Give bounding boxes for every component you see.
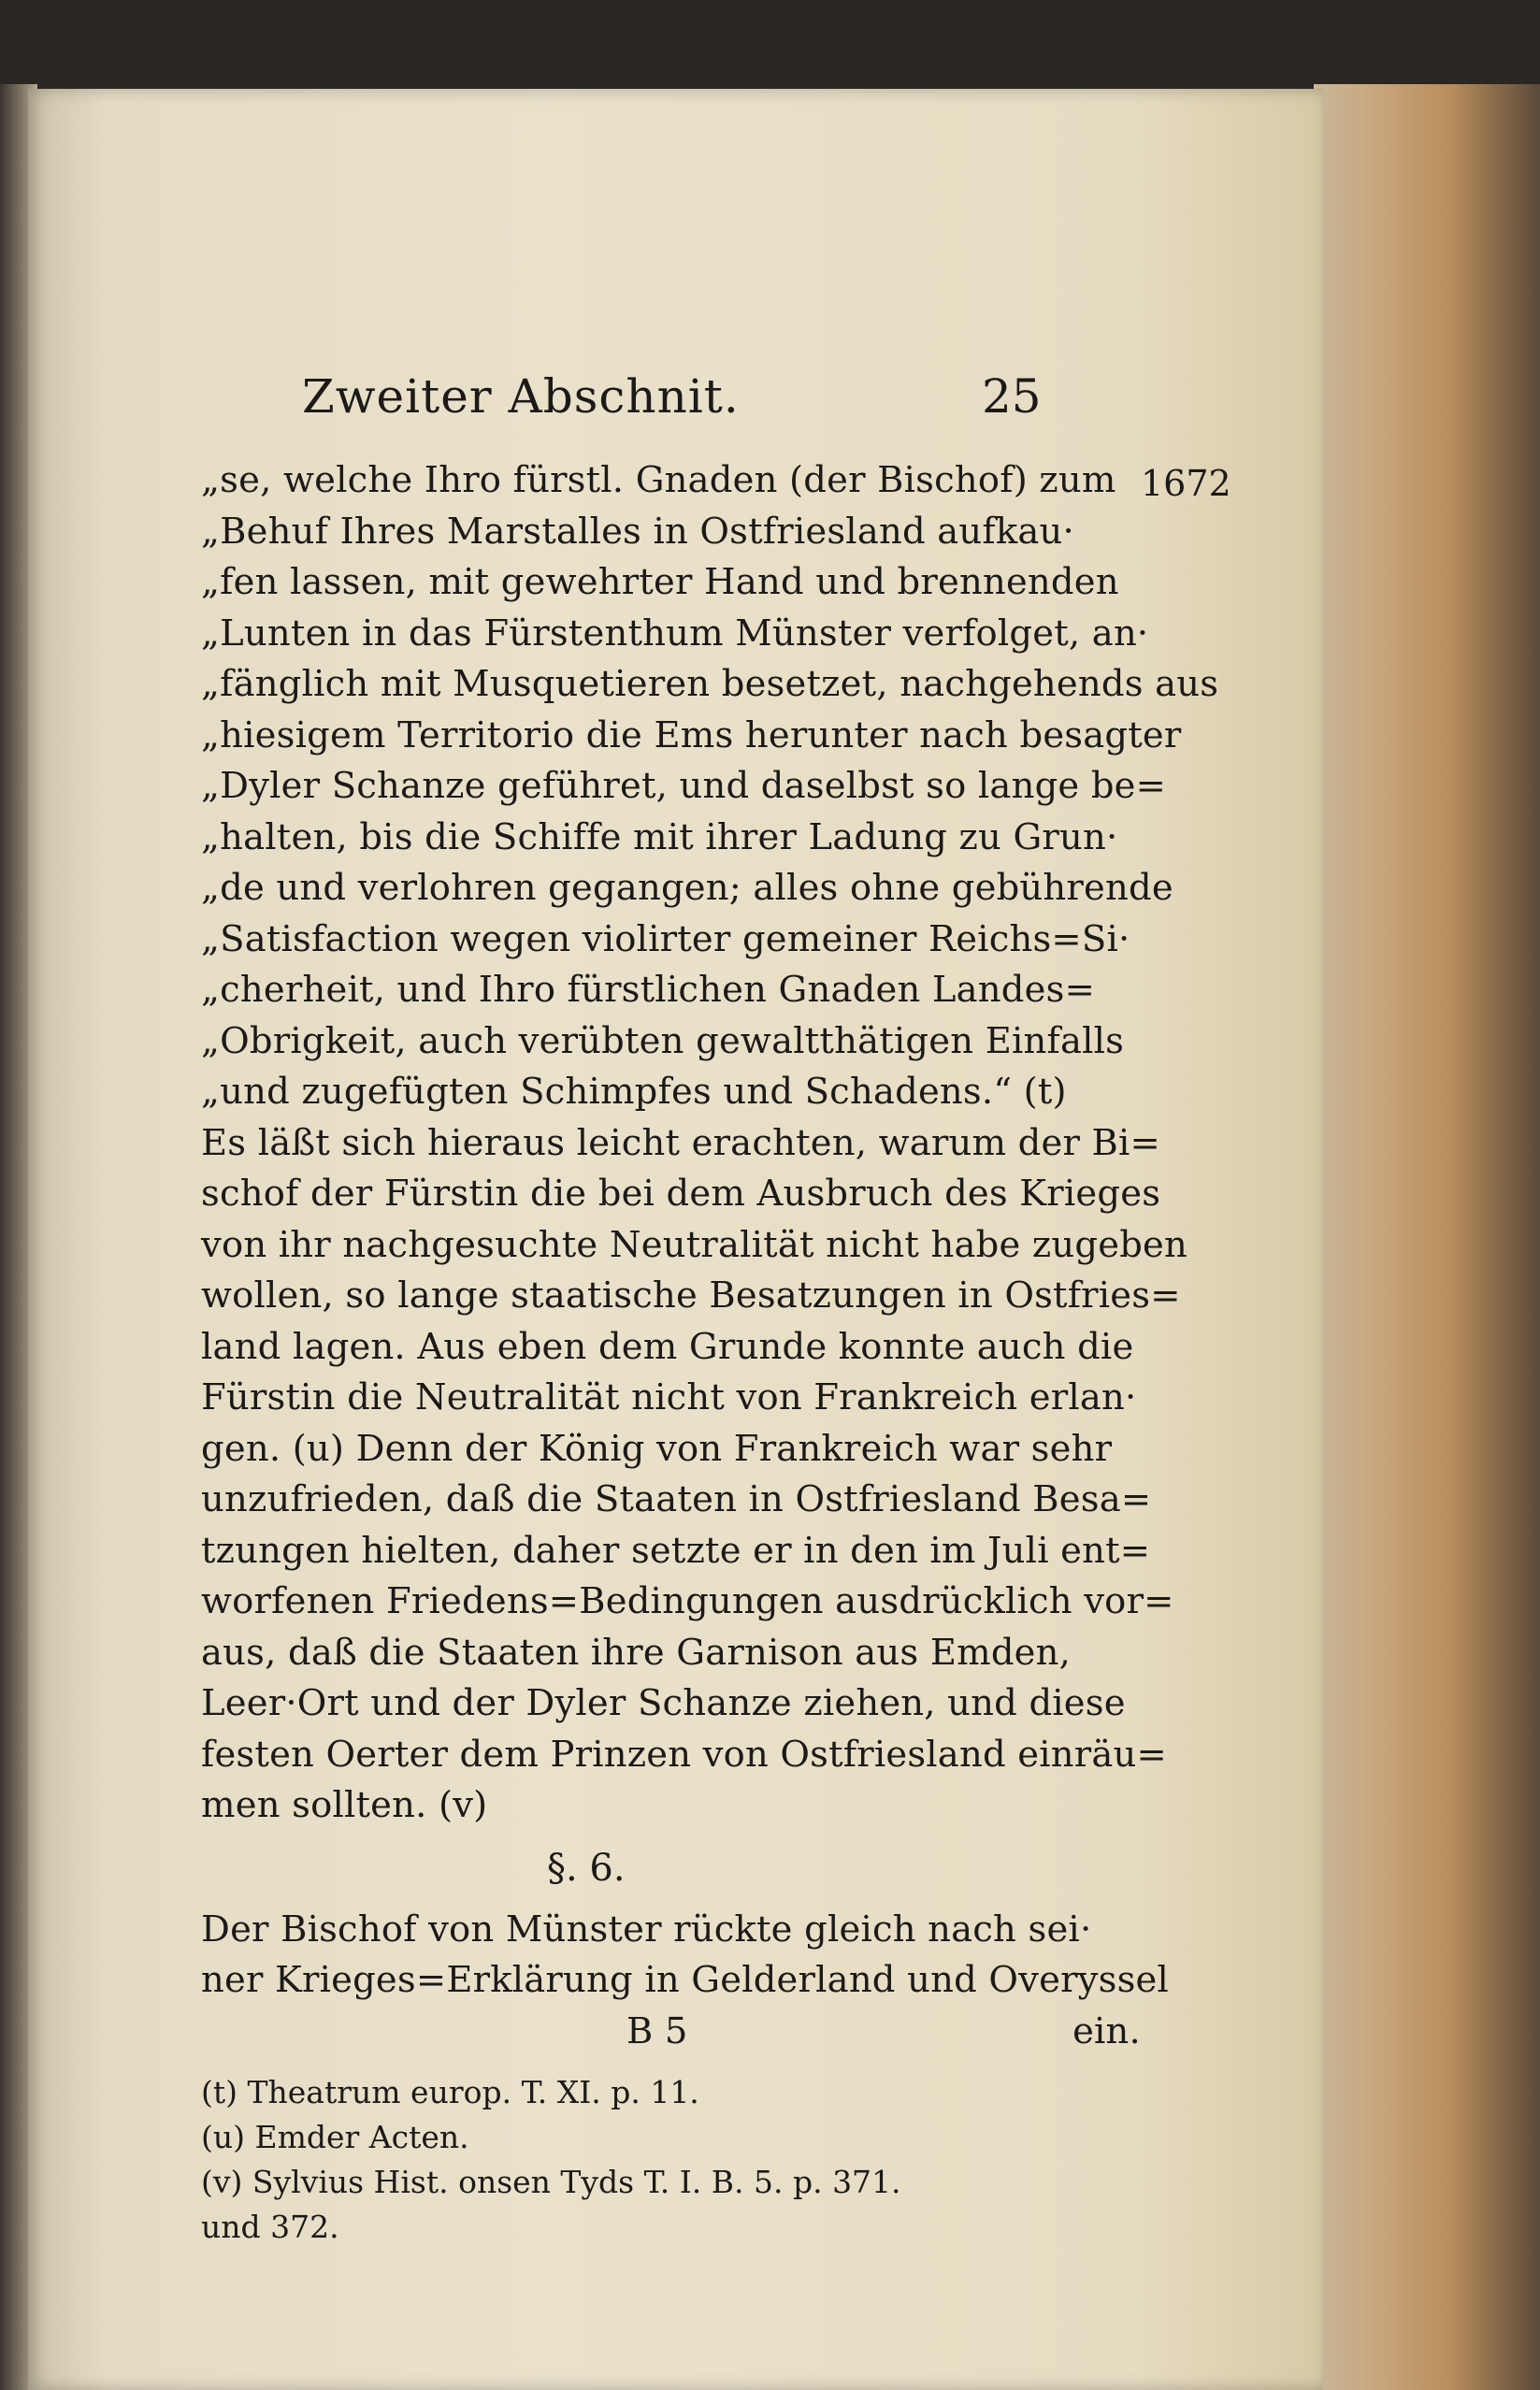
running-head: Zweiter Abschnit.	[302, 369, 740, 424]
text-line: festen Oerter dem Prinzen von Ostfriesland einräu=	[201, 1733, 1167, 1776]
text-line: „de und verlohren gegangen; alles ohne gebührende	[201, 867, 1173, 909]
book-fore-edge	[1314, 84, 1540, 2390]
text-line: „hiesigem Territorio die Ems herunter nach besagter	[201, 713, 1182, 756]
text-line: wollen, so lange staatische Besatzungen in Ostfries=	[201, 1274, 1181, 1317]
text-line: land lagen. Aus eben dem Grunde konnte auch die	[201, 1325, 1134, 1368]
page-number: 25	[982, 369, 1042, 424]
signature-line	[201, 2007, 1141, 2058]
page-header	[201, 369, 1141, 444]
text-line: „und zugefügten Schimpfes und Schadens.“ (t)	[201, 1071, 1067, 1113]
text-line: Es läßt sich hieraus leicht erachten, warum der Bi=	[201, 1121, 1160, 1164]
text-line: „halten, bis die Schiffe mit ihrer Ladung zu Grun·	[201, 815, 1118, 858]
book-page	[28, 89, 1323, 2390]
text-line: von ihr nachgesuchte Neutralität nicht habe zugeben	[201, 1223, 1188, 1266]
text-line: „se, welche Ihro fürstl. Gnaden (der Bischof) zum	[201, 459, 1116, 501]
footnote: (u) Emder Acten.	[201, 2119, 469, 2155]
section-heading: §. 6.	[547, 1846, 626, 1890]
text-line: „Dyler Schanze geführet, und daselbst so lange be=	[201, 765, 1167, 807]
text-line: schof der Fürstin die bei dem Ausbruch des Krieges	[201, 1173, 1161, 1215]
footnotes	[201, 2070, 1141, 2250]
text-line: „Satisfaction wegen violirter gemeiner Reichs=Si·	[201, 917, 1130, 960]
text-line: worfenen Friedens=Bedingungen ausdrücklich vor=	[201, 1580, 1174, 1622]
footnote: (t) Theatrum europ. T. XI. p. 11.	[201, 2074, 699, 2110]
text-line: tzungen hielten, daher setzte er in den im Juli ent=	[201, 1529, 1151, 1572]
text-line: „fänglich mit Musquetieren besetzet, nachgehends aus	[201, 663, 1219, 705]
catchword: ein.	[1072, 2009, 1141, 2052]
margin-year: 1672	[1141, 463, 1231, 504]
text-line: „Obrigkeit, auch verübten gewaltthätigen Einfalls	[201, 1019, 1125, 1062]
text-line: aus, daß die Staaten ihre Garnison aus Emden,	[201, 1631, 1072, 1674]
text-line: „fen lassen, mit gewehrter Hand und brennenden	[201, 561, 1119, 603]
text-line: ner Krieges=Erklärung in Gelderland und Overyssel	[201, 1959, 1170, 2001]
footnote: und 372.	[201, 2209, 339, 2245]
text-line: Der Bischof von Münster rückte gleich nach sei·	[201, 1908, 1092, 1951]
text-block	[201, 369, 1231, 2250]
signature-mark: B 5	[626, 2009, 688, 2052]
footnote: (v) Sylvius Hist. onsen Tyds T. I. B. 5. p. 371.	[201, 2164, 901, 2200]
text-line: Leer·Ort und der Dyler Schanze ziehen, und diese	[201, 1682, 1126, 1724]
text-line: men sollten. (v)	[201, 1784, 488, 1826]
text-line: Fürstin die Neutralität nicht von Frankreich erlan·	[201, 1376, 1137, 1418]
text-line: „Lunten in das Fürstenthum Münster verfolget, an·	[201, 612, 1149, 655]
text-line: unzufrieden, daß die Staaten in Ostfriesland Besa=	[201, 1478, 1152, 1520]
text-line: „cherheit, und Ihro fürstlichen Gnaden Landes=	[201, 969, 1096, 1011]
text-line: gen. (u) Denn der König von Frankreich war sehr	[201, 1427, 1113, 1470]
section-text	[201, 1905, 1170, 2007]
text-line: „Behuf Ihres Marstalles in Ostfriesland aufkau·	[201, 510, 1074, 553]
